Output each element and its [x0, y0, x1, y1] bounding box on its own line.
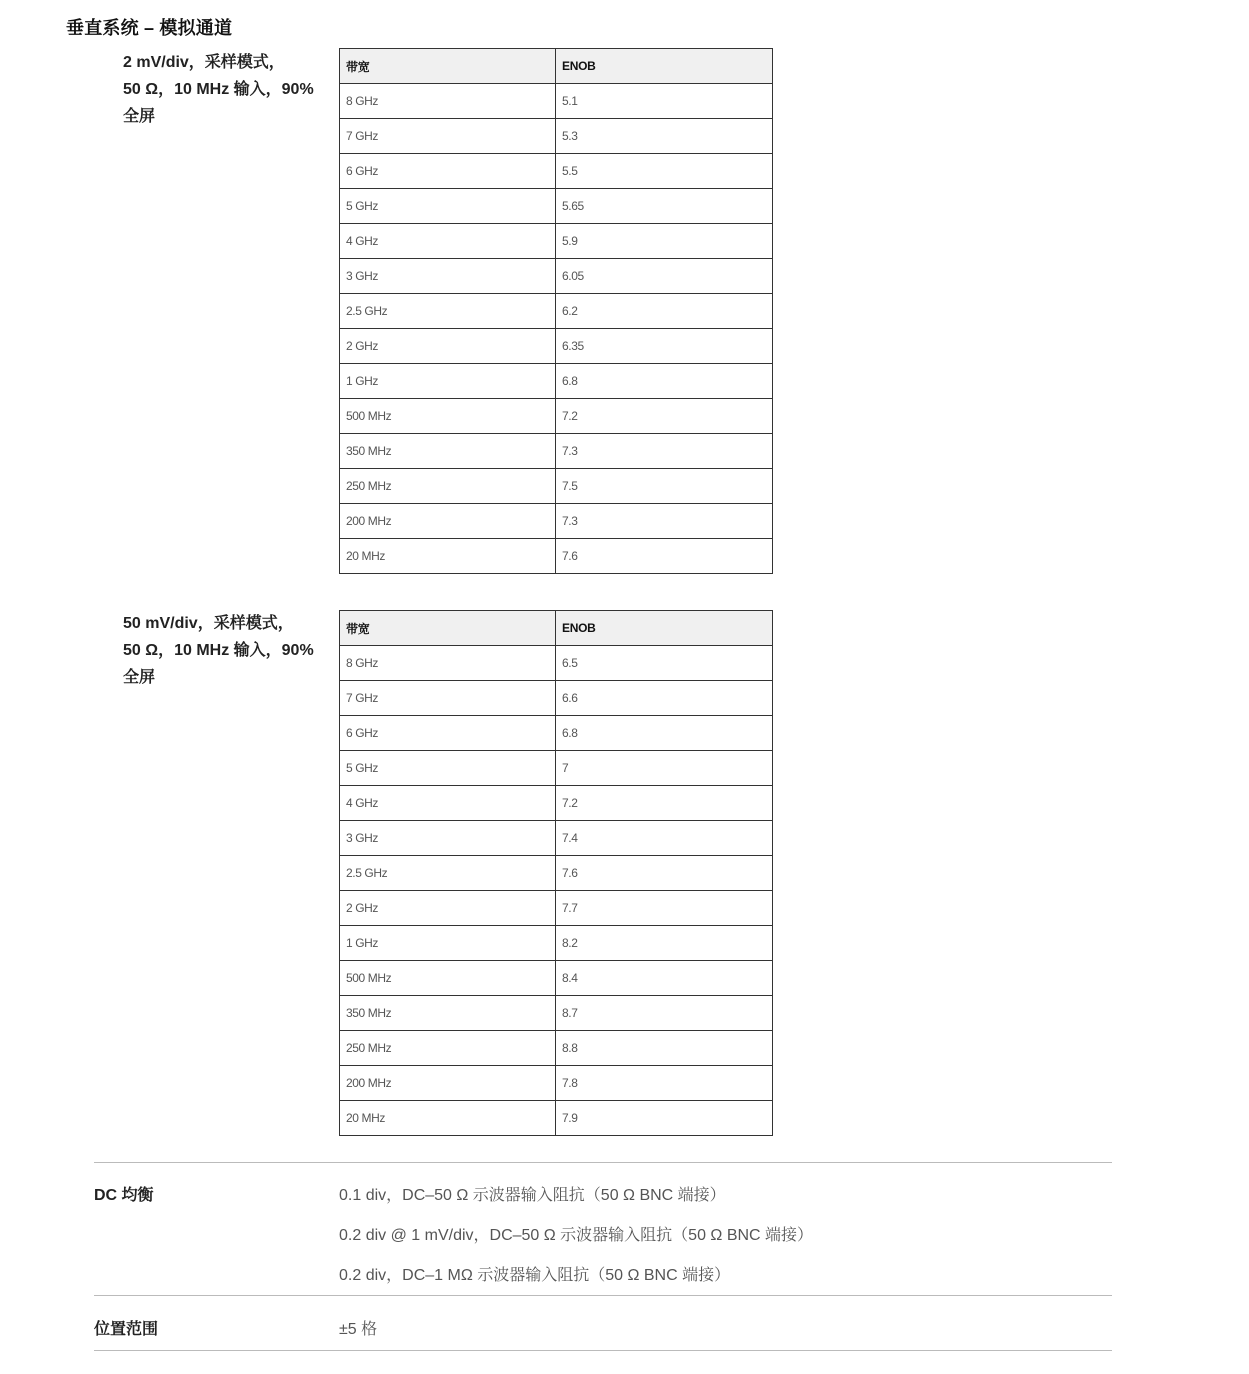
- enob-cell: 8.8: [556, 1031, 773, 1066]
- bandwidth-cell: 250 MHz: [340, 1031, 556, 1066]
- block-1-label-line: 全屏: [123, 108, 156, 125]
- divider: [94, 1350, 1112, 1351]
- table-row: [340, 716, 773, 751]
- table-row: [340, 786, 773, 821]
- bandwidth-cell: 500 MHz: [340, 399, 556, 434]
- table-row: [340, 294, 773, 329]
- block-1-label: [123, 49, 333, 130]
- enob-cell: 6.5: [556, 646, 773, 681]
- section-title: 垂直系统 – 模拟通道: [66, 18, 233, 38]
- bandwidth-cell: 200 MHz: [340, 1066, 556, 1101]
- column-header-bandwidth: 带宽: [340, 611, 556, 646]
- enob-cell: 6.05: [556, 259, 773, 294]
- table-row: [340, 1066, 773, 1101]
- bandwidth-cell: 7 GHz: [340, 119, 556, 154]
- table-row: [340, 504, 773, 539]
- table-row: [340, 84, 773, 119]
- bandwidth-cell: 2 GHz: [340, 329, 556, 364]
- table-row: [340, 646, 773, 681]
- table-row: [340, 996, 773, 1031]
- enob-cell: 7.6: [556, 539, 773, 574]
- table-row: [340, 364, 773, 399]
- bandwidth-cell: 5 GHz: [340, 189, 556, 224]
- bandwidth-cell: 1 GHz: [340, 926, 556, 961]
- enob-cell: 6.35: [556, 329, 773, 364]
- enob-cell: 7.9: [556, 1101, 773, 1136]
- bandwidth-cell: 4 GHz: [340, 224, 556, 259]
- enob-cell: 7.6: [556, 856, 773, 891]
- table-row: [340, 1101, 773, 1136]
- divider: [94, 1162, 1112, 1163]
- position-range-value: ±5 格: [339, 1321, 378, 1338]
- enob-cell: 6.2: [556, 294, 773, 329]
- dc-balance-label: DC 均衡: [94, 1187, 154, 1204]
- enob-cell: 5.5: [556, 154, 773, 189]
- bandwidth-cell: 200 MHz: [340, 504, 556, 539]
- enob-table-50mv: [339, 610, 773, 1136]
- enob-cell: 6.6: [556, 681, 773, 716]
- table-row: [340, 434, 773, 469]
- block-2-label: [123, 610, 333, 691]
- enob-cell: 7: [556, 751, 773, 786]
- block-2-label-line: 50 mV/div，采样模式，: [123, 615, 294, 632]
- table-row: [340, 469, 773, 504]
- enob-cell: 7.3: [556, 504, 773, 539]
- table-row: [340, 399, 773, 434]
- dc-balance-value: 0.2 div @ 1 mV/div，DC–50 Ω 示波器输入阻抗（50 Ω BNC 端接）: [339, 1227, 814, 1244]
- table-row: [340, 539, 773, 574]
- bandwidth-cell: 20 MHz: [340, 539, 556, 574]
- table-row: [340, 926, 773, 961]
- table-header-row: [340, 49, 773, 84]
- enob-cell: 7.5: [556, 469, 773, 504]
- dc-balance-value: 0.2 div，DC–1 MΩ 示波器输入阻抗（50 Ω BNC 端接）: [339, 1267, 731, 1284]
- table-row: [340, 329, 773, 364]
- enob-cell: 7.3: [556, 434, 773, 469]
- bandwidth-cell: 2.5 GHz: [340, 294, 556, 329]
- table-row: [340, 154, 773, 189]
- enob-table-2mv: [339, 48, 773, 574]
- bandwidth-cell: 2.5 GHz: [340, 856, 556, 891]
- table-row: [340, 891, 773, 926]
- enob-cell: 7.2: [556, 399, 773, 434]
- table-row: [340, 961, 773, 996]
- enob-cell: 8.4: [556, 961, 773, 996]
- bandwidth-cell: 500 MHz: [340, 961, 556, 996]
- bandwidth-cell: 8 GHz: [340, 84, 556, 119]
- column-header-enob: ENOB: [556, 611, 773, 646]
- table-row: [340, 189, 773, 224]
- table-row: [340, 1031, 773, 1066]
- enob-cell: 5.3: [556, 119, 773, 154]
- bandwidth-cell: 350 MHz: [340, 434, 556, 469]
- enob-cell: 5.9: [556, 224, 773, 259]
- table-row: [340, 259, 773, 294]
- enob-cell: 5.65: [556, 189, 773, 224]
- bandwidth-cell: 1 GHz: [340, 364, 556, 399]
- block-2-label-line: 50 Ω，10 MHz 输入，90%: [123, 642, 314, 659]
- bandwidth-cell: 8 GHz: [340, 646, 556, 681]
- table-header-row: [340, 611, 773, 646]
- enob-cell: 6.8: [556, 716, 773, 751]
- table-row: [340, 681, 773, 716]
- bandwidth-cell: 5 GHz: [340, 751, 556, 786]
- position-range-label: 位置范围: [94, 1321, 159, 1338]
- table-row: [340, 856, 773, 891]
- bandwidth-cell: 20 MHz: [340, 1101, 556, 1136]
- enob-cell: 8.7: [556, 996, 773, 1031]
- bandwidth-cell: 6 GHz: [340, 154, 556, 189]
- bandwidth-cell: 250 MHz: [340, 469, 556, 504]
- bandwidth-cell: 7 GHz: [340, 681, 556, 716]
- table-row: [340, 119, 773, 154]
- bandwidth-cell: 3 GHz: [340, 821, 556, 856]
- enob-cell: 7.2: [556, 786, 773, 821]
- table-row: [340, 224, 773, 259]
- enob-cell: 7.8: [556, 1066, 773, 1101]
- enob-cell: 7.4: [556, 821, 773, 856]
- block-1-label-line: 50 Ω，10 MHz 输入，90%: [123, 81, 314, 98]
- bandwidth-cell: 350 MHz: [340, 996, 556, 1031]
- enob-cell: 7.7: [556, 891, 773, 926]
- bandwidth-cell: 3 GHz: [340, 259, 556, 294]
- enob-cell: 5.1: [556, 84, 773, 119]
- enob-cell: 6.8: [556, 364, 773, 399]
- bandwidth-cell: 6 GHz: [340, 716, 556, 751]
- block-2-label-line: 全屏: [123, 669, 156, 686]
- bandwidth-cell: 4 GHz: [340, 786, 556, 821]
- dc-balance-value: 0.1 div，DC–50 Ω 示波器输入阻抗（50 Ω BNC 端接）: [339, 1187, 726, 1204]
- column-header-enob: ENOB: [556, 49, 773, 84]
- column-header-bandwidth: 带宽: [340, 49, 556, 84]
- bandwidth-cell: 2 GHz: [340, 891, 556, 926]
- table-row: [340, 751, 773, 786]
- table-row: [340, 821, 773, 856]
- divider: [94, 1295, 1112, 1296]
- enob-cell: 8.2: [556, 926, 773, 961]
- block-1-label-line: 2 mV/div，采样模式，: [123, 54, 285, 71]
